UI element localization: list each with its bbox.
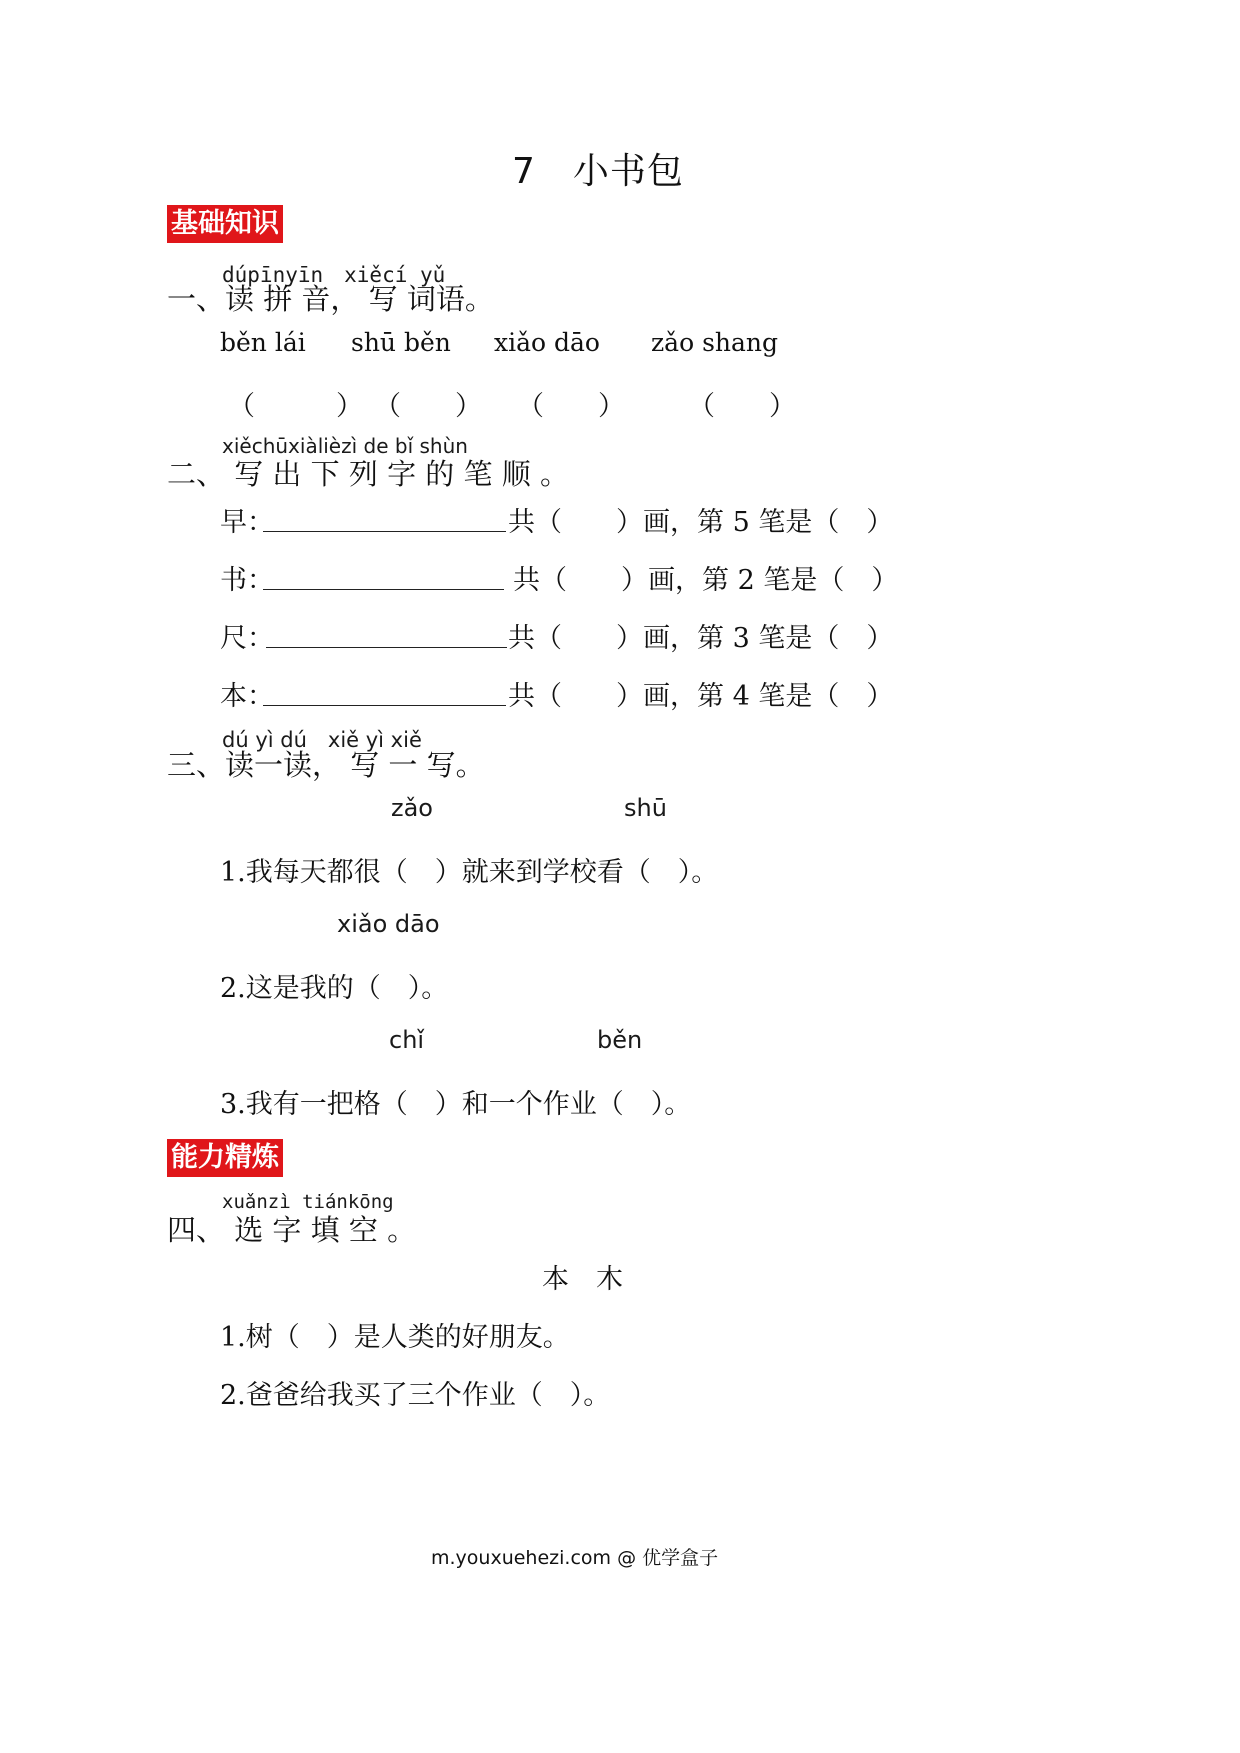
q4-item: 1.树（ ）是人类的好朋友。 [220, 1322, 570, 1353]
q2-char-label: 本： [220, 681, 274, 712]
q3-heading: 三、读一读， 写 一 写。 [167, 748, 485, 782]
q1-pinyin: dúpīnyīn xiěcí yǔ [222, 263, 446, 287]
q2-stroke-blank[interactable] [266, 647, 507, 648]
q1-word: zǎo shang [651, 328, 779, 357]
q1-word: xiǎo dāo [494, 328, 600, 357]
q3-item3-pinyin-b: běn [597, 1026, 643, 1054]
q2-row-tail: 共（ ）画，第 3 笔是（ ） [508, 623, 894, 654]
q3-item1-pinyin-a: zǎo [391, 794, 433, 822]
q4-item: 2.爸爸给我买了三个作业（ ）。 [220, 1380, 611, 1411]
q3-item3-sentence: 3.我有一把格（ ）和一个作业（ ）。 [220, 1089, 692, 1120]
q3-item1-sentence: 1.我每天都很（ ）就来到学校看（ ）。 [220, 857, 719, 888]
q2-row-tail: 共（ ）画，第 5 笔是（ ） [508, 507, 894, 538]
q2-char-label: 尺： [220, 623, 274, 654]
q3-item1-pinyin-b: shū [624, 794, 667, 822]
q1-word: shū běn [351, 328, 451, 357]
q2-char-label: 书： [220, 565, 274, 596]
section-badge-basic: 基础知识 [167, 205, 283, 243]
q4-choices: 本 木 [542, 1264, 623, 1295]
q1-answer-bracket[interactable]: （ ） [374, 391, 482, 422]
q1-word: běn lái [220, 328, 306, 357]
q3-item2-sentence: 2.这是我的（ ）。 [220, 973, 449, 1004]
section-badge-ability: 能力精炼 [167, 1139, 283, 1177]
page-title: 7 小书包 [512, 151, 684, 192]
q1-answer-bracket[interactable]: （ ） [228, 391, 363, 422]
q4-heading: 四、 选 字 填 空 。 [167, 1213, 417, 1247]
q3-pinyin: dú yì dú xiě yì xiě [222, 728, 422, 752]
q2-stroke-blank[interactable] [263, 589, 504, 590]
q2-row-tail: 共（ ）画，第 4 笔是（ ） [508, 681, 894, 712]
q2-char-label: 早： [220, 507, 274, 538]
q1-answer-bracket[interactable]: （ ） [688, 391, 796, 422]
q2-pinyin: xiěchūxiàlièzì de bǐ shùn [222, 434, 468, 458]
q2-stroke-blank[interactable] [263, 705, 506, 706]
q3-item3-pinyin-a: chǐ [389, 1026, 425, 1054]
q3-item2-pinyin: xiǎo dāo [337, 910, 440, 938]
q1-answer-bracket[interactable]: （ ） [517, 391, 625, 422]
q2-row-tail: 共（ ）画，第 2 笔是（ ） [513, 565, 899, 596]
q1-heading: 一、读 拼 音， 写 词语。 [167, 282, 494, 316]
q2-heading: 二、 写 出 下 列 字 的 笔 顺 。 [167, 457, 569, 491]
q2-stroke-blank[interactable] [263, 531, 506, 532]
q4-pinyin: xuǎnzì tiánkōng [222, 1191, 394, 1213]
footer-watermark: m.youxuehezi.com @ 优学盒子 [431, 1547, 719, 1569]
